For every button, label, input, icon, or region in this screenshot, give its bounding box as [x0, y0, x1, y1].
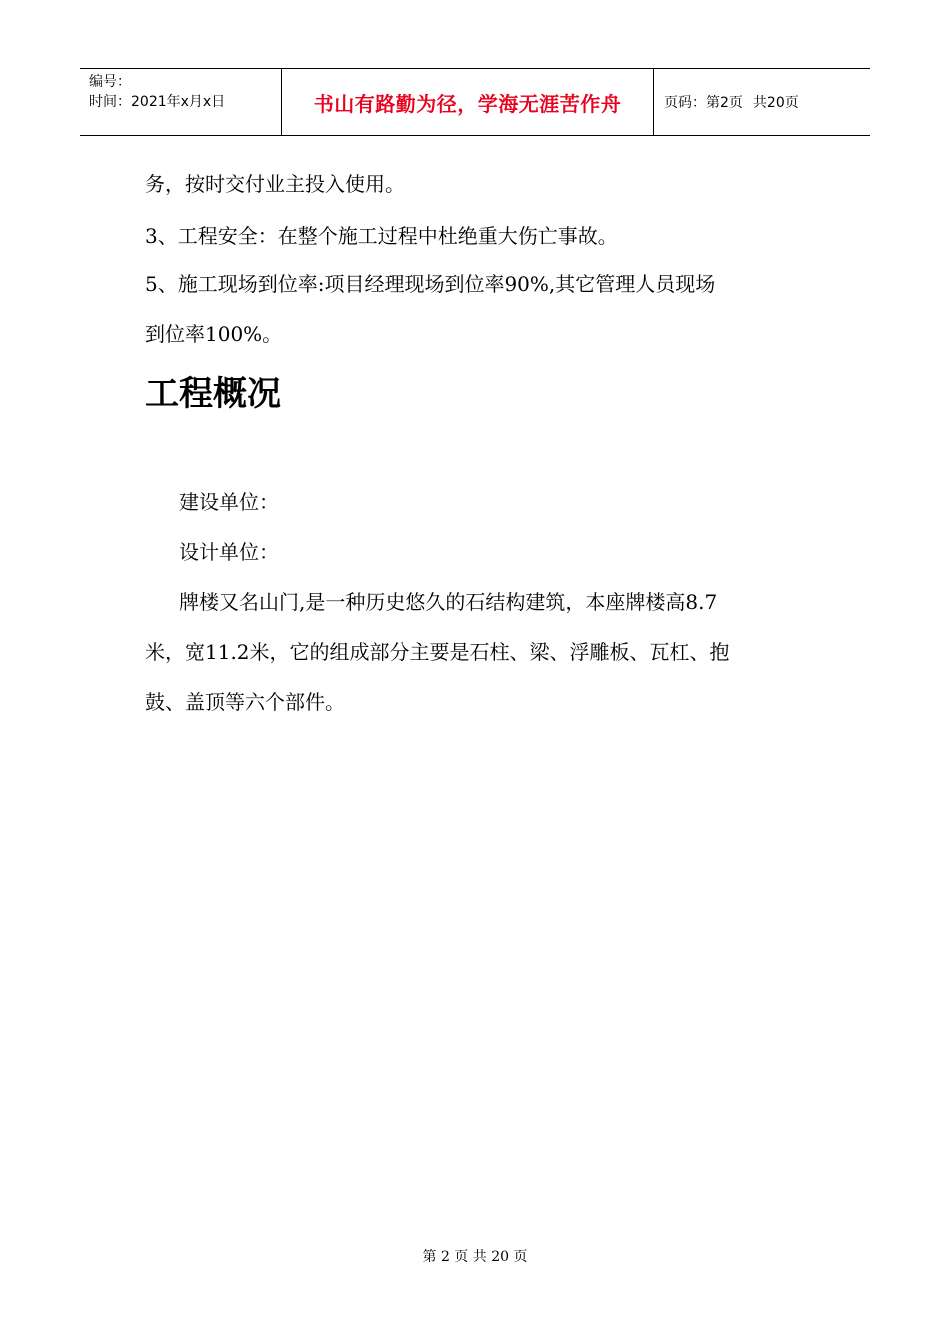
header-page-cell	[654, 69, 870, 135]
header-page-total: 共20页	[752, 95, 799, 111]
page-footer	[0, 1248, 950, 1266]
body-line: 5、施工现场到位率:项目经理现场到位率90%,其它管理人员现场	[145, 272, 716, 296]
header-motto: 书山有路勤为径，学海无涯苦作舟	[313, 91, 622, 116]
document-number-label: 编号：	[89, 74, 131, 90]
designer-label: 设计单位：	[179, 540, 279, 564]
page-header	[80, 68, 870, 136]
footer-page-text: 第 2 页 共 20 页	[422, 1249, 528, 1265]
paragraph-line: 米，宽11.2米，它的组成部分主要是石柱、梁、浮雕板、瓦杠、抱	[145, 640, 730, 664]
body-line: 3、工程安全：在整个施工过程中杜绝重大伤亡事故。	[145, 224, 618, 248]
document-date-label: 时间：2021年x月x日	[89, 94, 226, 110]
body-line: 务，按时交付业主投入使用。	[145, 172, 405, 196]
header-page-number: 页码：第2页	[664, 95, 743, 111]
client-label: 建设单位：	[179, 490, 279, 514]
section-heading: 工程概况	[145, 374, 281, 414]
header-motto-cell	[282, 69, 654, 135]
paragraph-line: 牌楼又名山门,是一种历史悠久的石结构建筑，本座牌楼高8.7	[179, 590, 718, 614]
body-line: 到位率100%。	[145, 322, 283, 346]
paragraph-line: 鼓、盖顶等六个部件。	[145, 690, 345, 714]
header-meta-cell	[80, 69, 282, 135]
